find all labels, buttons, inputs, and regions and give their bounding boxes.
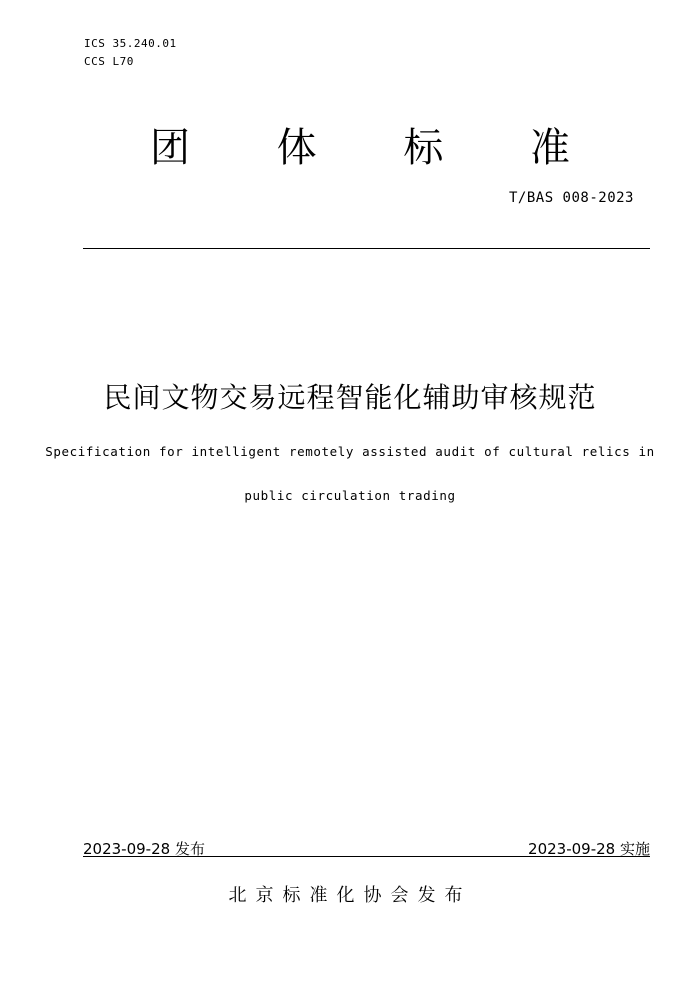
title-chinese: 民间文物交易远程智能化辅助审核规范 (103, 381, 597, 414)
effective-date: 2023-09-28 实施 (528, 840, 650, 858)
ccs-code: CCS L70 (84, 55, 134, 68)
publisher: 北京标准化协会发布 (228, 885, 472, 906)
standard-number: T/BAS 008-2023 (508, 190, 634, 206)
standard-type-char: 标 (403, 125, 444, 171)
publish-date: 2023-09-28 发布 (83, 840, 205, 858)
standard-type-char: 体 (276, 125, 317, 171)
title-english-line-2: public circulation trading (244, 488, 456, 503)
title-english-line-1: Specification for intelligent remotely assisted audit of cultural relics in (45, 444, 655, 459)
standard-type-char: 准 (529, 125, 570, 171)
ics-code: ICS 35.240.01 (84, 37, 177, 50)
standard-type-heading (150, 120, 570, 176)
footer-divider (83, 856, 650, 857)
header-divider (83, 248, 650, 249)
standard-type-char: 团 (150, 125, 190, 171)
